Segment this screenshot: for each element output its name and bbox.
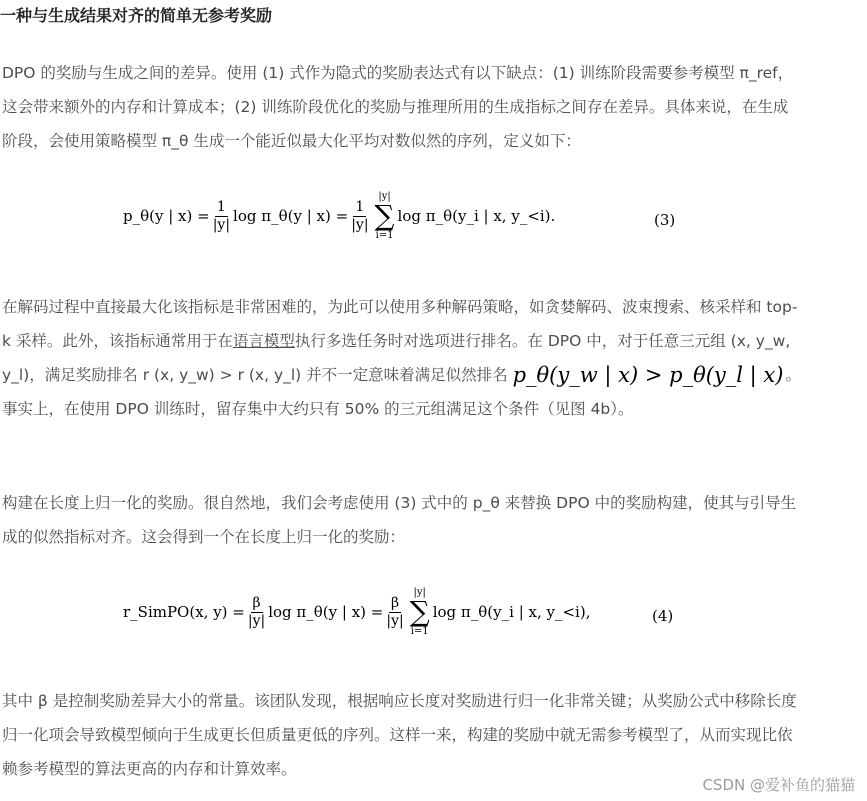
inline-likelihood-ranking: p_θ(y_w | x) > p_θ(y_l | x) — [512, 363, 784, 387]
equation-3 — [0, 187, 867, 257]
eq3-lhs: p_θ(y | x) = — [123, 207, 210, 225]
summation-symbol: ∑ — [409, 595, 430, 628]
equation-number-3: (3) — [654, 211, 676, 229]
eq4-middle: log π_θ(y | x) = — [268, 603, 384, 621]
eq3-fraction-1: $\frac{1}{|y|}$ — [212, 198, 231, 233]
eq4-fraction-1: $\frac{\beta}{|y|}$ — [247, 594, 266, 629]
language-model-link[interactable]: 语言模型 — [232, 332, 295, 350]
eq3-middle: log π_θ(y | x) = — [233, 207, 349, 225]
paragraph-decoding: 在解码过程中直接最大化该指标是非常困难的，为此可以使用多种解码策略，如贪婪解码、波束搜索、核采样和 top-k 采样。此外，该指标通常用于在语言模型执行多选任务时对选项进行排名。在 DPO 中，对于任意三元组 (x, y_w, y_l)，满足奖励排名 r (x, y_w) > r (x, y_l) 并不一定意味着满足似然排名 p_θ(y_w | x) > p_θ(y_l | x) 。事实上，在使用 DPO 训练时，留存集中大约只有 50% 的三元组满足这个条件（见图 4b）。 — [2, 298, 801, 418]
equation-number-4: (4) — [652, 607, 674, 625]
equation-4 — [0, 583, 867, 653]
eq3-fraction-2: $\frac{1}{|y|}$ — [351, 198, 369, 233]
eq4-lhs: r_SimPO(x, y) = — [123, 603, 245, 621]
summation-symbol: ∑ — [374, 199, 395, 232]
eq4-rhs: log π_θ(y_i | x, y_<i), — [432, 603, 591, 621]
paragraph-reward-discrepancy: DPO 的奖励与生成之间的差异。使用 (1) 式作为隐式的奖励表达式有以下缺点：(1) 训练阶段需要参考模型 π_ref，这会带来额外的内存和计算成本；(2) 训练阶段优化的奖励与推理所用的生成指标之间存在差异。具体来说，在生成阶段，会使用策略模型 π_θ 生成一个能近似最大化平均对数似然的序列，定义如下： — [2, 64, 794, 150]
csdn-watermark: CSDN @爱补鱼的猫猫 — [702, 776, 855, 794]
section-heading: 一种与生成结果对齐的简单无参考奖励 — [0, 6, 273, 25]
eq3-rhs: log π_θ(y_i | x, y_<i). — [397, 207, 556, 225]
eq4-summation: |y| ∑ i=1 — [409, 587, 430, 637]
paragraph-beta-constant: 其中 β 是控制奖励差异大小的常量。该团队发现，根据响应长度对奖励进行归一化非常关键；从奖励公式中移除长度归一化项会导致模型倾向于生成更长但质量更低的序列。这样一来，构建的奖励中就无需参考模型了，从而实现比依赖参考模型的算法更高的内存和计算效率。 — [2, 692, 797, 778]
eq4-fraction-2: $\frac{\beta}{|y|}$ — [386, 594, 404, 629]
eq3-summation: |y| ∑ i=1 — [374, 191, 395, 241]
paragraph-length-normalized: 构建在长度上归一化的奖励。很自然地，我们会考虑使用 (3) 式中的 p_θ 来替换 DPO 中的奖励构建，使其与引导生成的似然指标对齐。这会得到一个在长度上归一化的奖励： — [2, 494, 797, 546]
